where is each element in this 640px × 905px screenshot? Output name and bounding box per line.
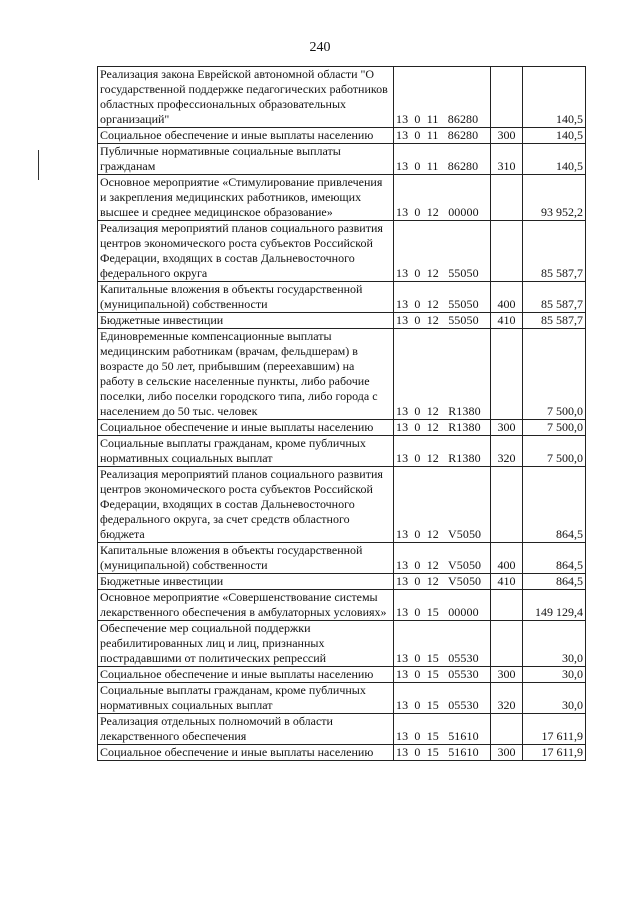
- row-target-code: 13 0 12 R1380: [394, 329, 491, 420]
- row-name: Социальное обеспечение и иные выплаты населению: [98, 420, 394, 436]
- row-name: Бюджетные инвестиции: [98, 313, 394, 329]
- row-amount: 140,5: [523, 128, 586, 144]
- row-expense-type: [491, 590, 523, 621]
- table-row: [98, 221, 586, 282]
- row-target-code: 13 0 15 05530: [394, 683, 491, 714]
- row-expense-type: 320: [491, 436, 523, 467]
- row-expense-type: 300: [491, 128, 523, 144]
- row-name: Капитальные вложения в объекты государственной (муниципальной) собственности: [98, 282, 394, 313]
- row-amount: 864,5: [523, 467, 586, 543]
- row-name: Обеспечение мер социальной поддержки реабилитированных лиц и лиц, признанных пострадавшими от политических репрессий: [98, 621, 394, 667]
- row-amount: 17 611,9: [523, 745, 586, 761]
- row-target-code: 13 0 15 51610: [394, 714, 491, 745]
- row-amount: 149 129,4: [523, 590, 586, 621]
- budget-table-body: [98, 67, 586, 761]
- table-row: [98, 667, 586, 683]
- table-row: [98, 543, 586, 574]
- table-row: [98, 282, 586, 313]
- row-expense-type: 400: [491, 543, 523, 574]
- row-target-code: 13 0 11 86280: [394, 144, 491, 175]
- row-expense-type: 400: [491, 282, 523, 313]
- table-row: [98, 574, 586, 590]
- table-row: [98, 329, 586, 420]
- row-target-code: 13 0 11 86280: [394, 128, 491, 144]
- row-amount: 864,5: [523, 543, 586, 574]
- row-amount: 7 500,0: [523, 436, 586, 467]
- table-row: [98, 144, 586, 175]
- row-name: Реализация мероприятий планов социального развития центров экономического роста субъектов Российской Федерации, входящих в состав Дальневосточного федерального округа: [98, 221, 394, 282]
- table-row: [98, 128, 586, 144]
- table-row: [98, 714, 586, 745]
- table-row: [98, 436, 586, 467]
- table-row: [98, 590, 586, 621]
- row-target-code: 13 0 12 R1380: [394, 420, 491, 436]
- row-amount: 85 587,7: [523, 282, 586, 313]
- row-expense-type: [491, 467, 523, 543]
- row-expense-type: [491, 221, 523, 282]
- table-row: [98, 313, 586, 329]
- row-name: Единовременные компенсационные выплаты медицинским работникам (врачам, фельдшерам) в возрасте до 50 лет, прибывшим (переехавшим) на работу в сельские населенные пункты, либо рабочие поселки, либо поселки городского типа, либо города с населением до 50 тыс. человек: [98, 329, 394, 420]
- row-target-code: 13 0 15 00000: [394, 590, 491, 621]
- row-target-code: 13 0 15 05530: [394, 667, 491, 683]
- table-row: [98, 175, 586, 221]
- row-expense-type: 300: [491, 667, 523, 683]
- row-name: Капитальные вложения в объекты государственной (муниципальной) собственности: [98, 543, 394, 574]
- page-number: 240: [309, 40, 331, 55]
- margin-mark: [38, 150, 39, 180]
- row-amount: 864,5: [523, 574, 586, 590]
- table-row: [98, 467, 586, 543]
- row-name: Основное мероприятие «Стимулирование привлечения и закрепления медицинских работников, имеющих высшее и среднее медицинское образование»: [98, 175, 394, 221]
- row-name: Социальное обеспечение и иные выплаты населению: [98, 667, 394, 683]
- row-expense-type: 300: [491, 420, 523, 436]
- row-name: Социальное обеспечение и иные выплаты населению: [98, 745, 394, 761]
- row-amount: 85 587,7: [523, 221, 586, 282]
- row-amount: 140,5: [523, 67, 586, 128]
- row-target-code: 13 0 12 R1380: [394, 436, 491, 467]
- row-name: Основное мероприятие «Совершенствование системы лекарственного обеспечения в амбулаторных условиях»: [98, 590, 394, 621]
- table-row: [98, 67, 586, 128]
- row-expense-type: [491, 175, 523, 221]
- row-target-code: 13 0 15 05530: [394, 621, 491, 667]
- row-name: Бюджетные инвестиции: [98, 574, 394, 590]
- row-expense-type: [491, 714, 523, 745]
- row-name: Социальные выплаты гражданам, кроме публичных нормативных социальных выплат: [98, 436, 394, 467]
- row-amount: 17 611,9: [523, 714, 586, 745]
- row-target-code: 13 0 12 55050: [394, 282, 491, 313]
- row-name: Реализация отдельных полномочий в области лекарственного обеспечения: [98, 714, 394, 745]
- row-expense-type: 410: [491, 313, 523, 329]
- row-amount: 30,0: [523, 667, 586, 683]
- row-amount: 7 500,0: [523, 329, 586, 420]
- row-target-code: 13 0 15 51610: [394, 745, 491, 761]
- row-name: Публичные нормативные социальные выплаты гражданам: [98, 144, 394, 175]
- row-expense-type: 410: [491, 574, 523, 590]
- row-target-code: 13 0 12 55050: [394, 313, 491, 329]
- row-target-code: 13 0 12 00000: [394, 175, 491, 221]
- table-row: [98, 683, 586, 714]
- table-row: [98, 621, 586, 667]
- row-expense-type: 310: [491, 144, 523, 175]
- row-target-code: 13 0 12 V5050: [394, 467, 491, 543]
- row-amount: 7 500,0: [523, 420, 586, 436]
- row-expense-type: 320: [491, 683, 523, 714]
- row-name: Социальные выплаты гражданам, кроме публичных нормативных социальных выплат: [98, 683, 394, 714]
- row-expense-type: [491, 67, 523, 128]
- row-expense-type: [491, 621, 523, 667]
- row-amount: 93 952,2: [523, 175, 586, 221]
- table-row: [98, 420, 586, 436]
- row-target-code: 13 0 11 86280: [394, 67, 491, 128]
- row-target-code: 13 0 12 55050: [394, 221, 491, 282]
- row-amount: 30,0: [523, 621, 586, 667]
- row-amount: 30,0: [523, 683, 586, 714]
- row-target-code: 13 0 12 V5050: [394, 574, 491, 590]
- row-amount: 85 587,7: [523, 313, 586, 329]
- row-name: Реализация мероприятий планов социального развития центров экономического роста субъектов Российской Федерации, входящих в состав Дальневосточного федерального округа, за счет средств областного бюджета: [98, 467, 394, 543]
- table-row: [98, 745, 586, 761]
- row-name: Реализация закона Еврейской автономной области "О государственной поддержке педагогических работников областных профессиональных образовательных организаций": [98, 67, 394, 128]
- row-expense-type: 300: [491, 745, 523, 761]
- row-expense-type: [491, 329, 523, 420]
- row-name: Социальное обеспечение и иные выплаты населению: [98, 128, 394, 144]
- row-target-code: 13 0 12 V5050: [394, 543, 491, 574]
- budget-table: [97, 66, 586, 761]
- row-amount: 140,5: [523, 144, 586, 175]
